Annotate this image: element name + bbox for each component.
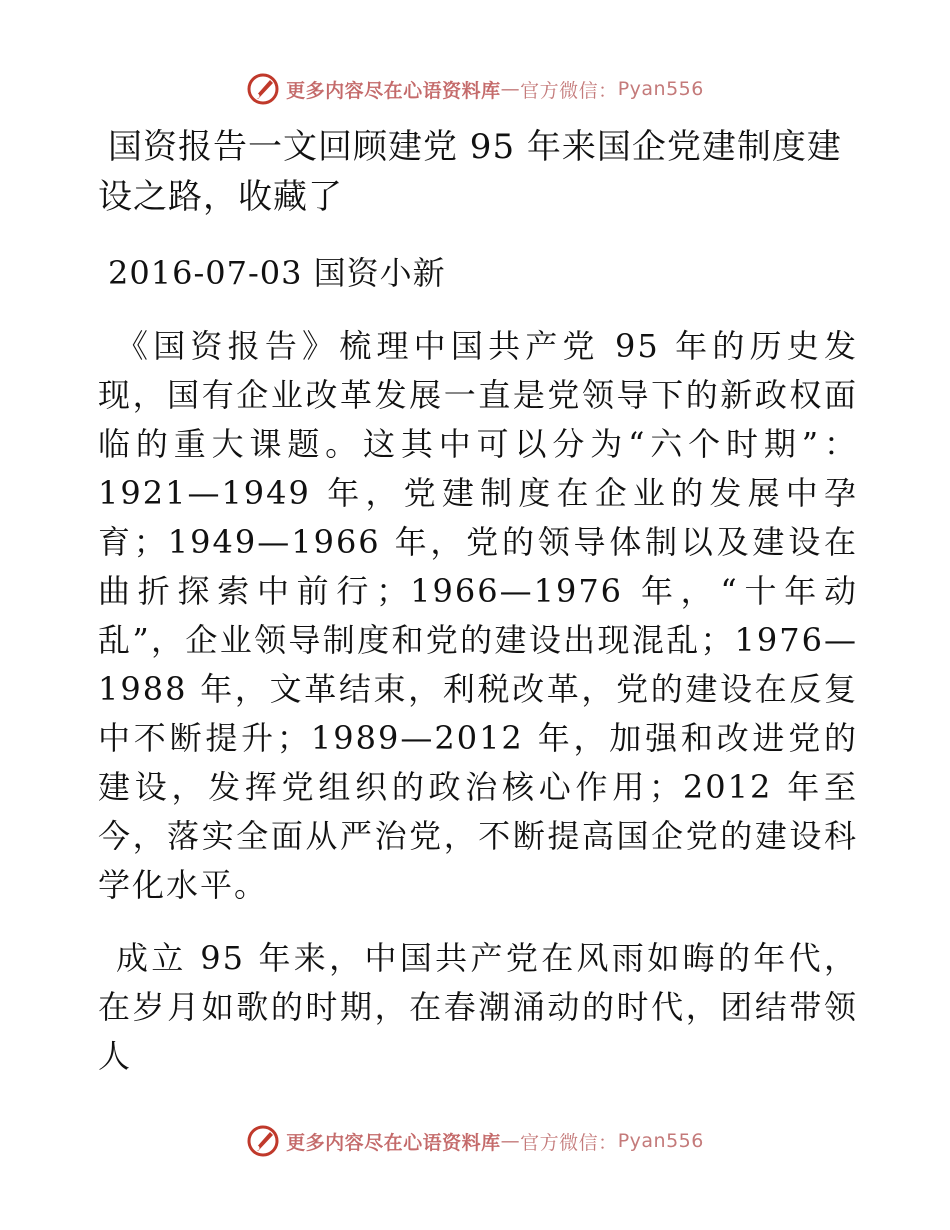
banner-main-text: 更多内容尽在心语资料库: [286, 1131, 501, 1154]
article-title: 国资报告一文回顾建党 95 年来国企党建制度建设之路，收藏了: [98, 127, 842, 217]
quill-logo-icon: [246, 72, 280, 106]
banner-separator: —: [500, 1130, 521, 1152]
quill-logo-icon: [246, 1124, 280, 1158]
banner-separator: —: [500, 78, 521, 100]
article-body: [98, 122, 858, 1081]
banner-wechat-id: Pyan556: [617, 1130, 704, 1152]
header-watermark-banner: [0, 72, 950, 106]
article-date: 2016-07-03: [108, 254, 303, 292]
banner-suffix-text: 官方微信：: [520, 79, 618, 102]
article-author: 国资小新: [313, 254, 446, 292]
footer-watermark-banner: [0, 1124, 950, 1158]
banner-main-text: 更多内容尽在心语资料库: [286, 79, 501, 102]
article-meta: [98, 248, 858, 298]
paragraph: 《国资报告》梳理中国共产党 95 年的历史发现，国有企业改革发展一直是党领导下的新政权面临的重大课题。这其中可以分为“六个时期”：1921—1949 年，党建制度在企业的发展中孕育；1949—1966 年，党的领导体制以及建设在曲折探索中前行；1966—1976 年，“十年动乱”，企业领导制度和党的建设出现混乱；1976—1988 年，文革结束，利税改革，党的建设在反复中不断提升；1989—2012 年，加强和改进党的建设，发挥党组织的政治核心作用；2012 年至今，落实全面从严治党，不断提高国企党的建设科学化水平。: [98, 327, 858, 904]
banner-suffix-text: 官方微信：: [520, 1131, 618, 1154]
paragraph: 成立 95 年来，中国共产党在风雨如晦的年代，在岁月如歌的时期，在春潮涌动的时代，团结带领人: [98, 939, 858, 1075]
banner-wechat-id: Pyan556: [617, 78, 704, 100]
